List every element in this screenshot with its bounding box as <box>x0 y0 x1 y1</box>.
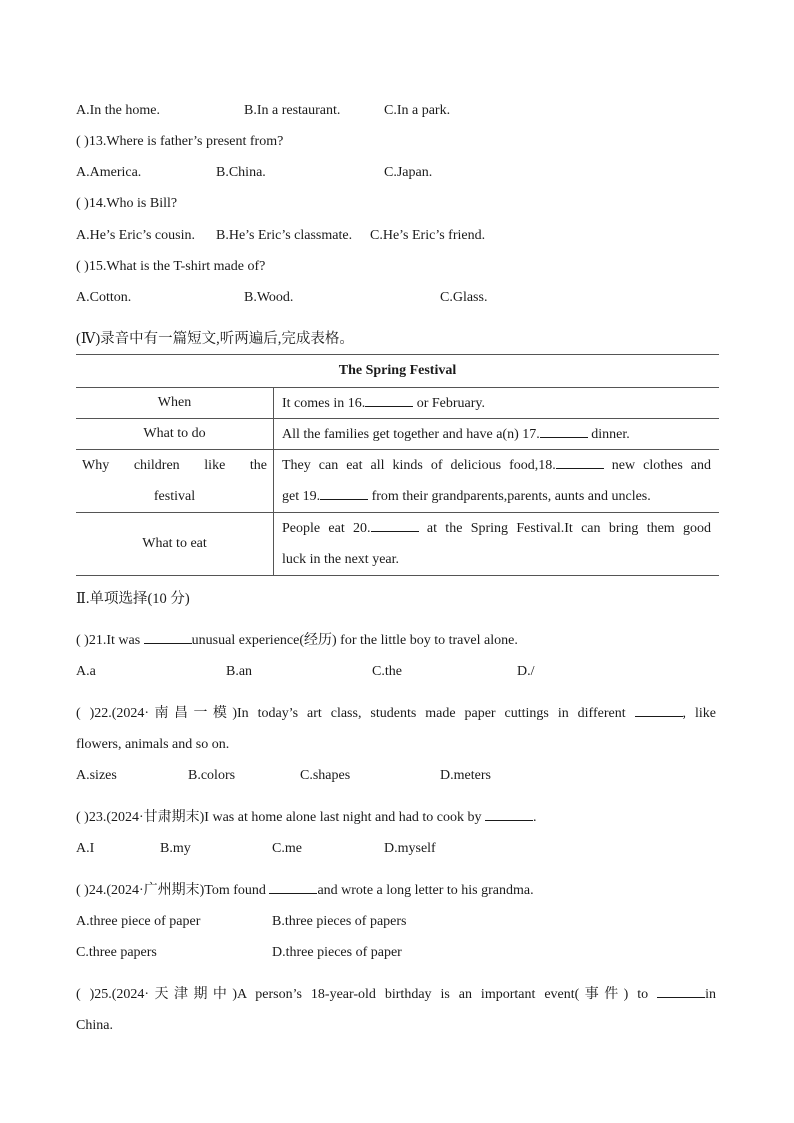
row-label-what-to-do: What to do <box>76 419 274 450</box>
q22-stem-line2: flowers, animals and so on. <box>76 737 230 752</box>
table-row <box>76 419 719 450</box>
q24-option-a: A.three piece of paper <box>76 914 201 929</box>
q13-option-a: A.America. <box>76 165 142 180</box>
spring-festival-table <box>76 354 719 576</box>
table-row <box>76 513 719 576</box>
q21-option-a: A.a <box>76 664 96 679</box>
q14-option-c: C.He’s Eric’s friend. <box>370 228 486 243</box>
answer-blank-16[interactable] <box>365 394 413 407</box>
row-text: or February. <box>413 396 486 411</box>
section-2-title: Ⅱ.单项选择(10 分) <box>76 591 190 607</box>
q22-option-d: D.meters <box>440 768 491 783</box>
q12-option-b: B.In a restaurant. <box>244 103 341 118</box>
row-text: new clothes and <box>603 458 711 473</box>
q23-option-b: B.my <box>160 841 191 856</box>
q21-option-b: B.an <box>226 664 253 679</box>
row-content-what-to-do <box>274 419 720 450</box>
q21-option-d: D./ <box>517 664 535 679</box>
row-label-when: When <box>76 388 274 419</box>
q22-option-c: C.shapes <box>300 768 351 783</box>
row-text: get 19. <box>282 489 321 504</box>
q23-option-c: C.me <box>272 841 302 856</box>
answer-blank-18[interactable] <box>556 456 604 469</box>
row-text: It comes in 16. <box>282 396 366 411</box>
q14-option-b: B.He’s Eric’s classmate. <box>216 228 353 243</box>
row-text: dinner. <box>587 427 630 442</box>
stem-text: , like <box>682 706 716 721</box>
row-label-what-to-eat: What to eat <box>76 513 274 576</box>
q25-stem-line2: China. <box>76 1018 113 1033</box>
answer-blank-23[interactable] <box>485 808 533 821</box>
stem-text: ( )21.It was <box>76 633 144 648</box>
answer-blank-17[interactable] <box>540 425 588 438</box>
stem-text: unusual experience(经历) for the little boy to travel alone. <box>191 633 518 648</box>
row-content-when <box>274 388 720 419</box>
q24-option-b: B.three pieces of papers <box>272 914 407 929</box>
row-text: at the Spring Festival.It can bring them good <box>418 521 712 536</box>
q14-option-a: A.He’s Eric’s cousin. <box>76 228 195 243</box>
stem-text: and wrote a long letter to his grandma. <box>317 883 534 898</box>
q15-option-a: A.Cotton. <box>76 290 132 305</box>
table-row <box>76 388 719 419</box>
q15-stem: ( )15.What is the T-shirt made of? <box>76 259 266 274</box>
q24-option-d: D.three pieces of paper <box>272 945 402 960</box>
q13-option-c: C.Japan. <box>384 165 433 180</box>
table-title: The Spring Festival <box>76 355 719 388</box>
q12-option-a: A.In the home. <box>76 103 160 118</box>
q15-option-c: C.Glass. <box>440 290 488 305</box>
content-line <box>282 481 711 512</box>
q14-stem: ( )14.Who is Bill? <box>76 196 178 211</box>
answer-blank-22[interactable] <box>635 704 683 717</box>
q22-option-a: A.sizes <box>76 768 117 783</box>
answer-blank-21[interactable] <box>144 631 192 644</box>
q24-stem <box>76 879 534 899</box>
row-content-what-to-eat <box>274 513 720 576</box>
stem-text: ( )25.(2024·天津期中)A person’s 18-year-old birthday is an important event(事件) to <box>76 987 658 1002</box>
label-line: festival <box>153 489 196 504</box>
stem-text: in <box>705 987 716 1002</box>
answer-blank-20[interactable] <box>371 519 419 532</box>
row-content-why-children <box>274 450 720 513</box>
stem-text: ( )22.(2024·南昌一模)In today’s art class, students made paper cuttings in different <box>76 706 635 721</box>
q21-option-c: C.the <box>372 664 402 679</box>
q23-option-d: D.myself <box>384 841 436 856</box>
q12-option-c: C.In a park. <box>384 103 451 118</box>
content-line <box>282 450 711 481</box>
row-text: All the families get together and have a(n) 17. <box>282 427 540 442</box>
label-line: Why children like the <box>82 458 267 473</box>
answer-blank-25[interactable] <box>657 985 705 998</box>
stem-text: . <box>533 810 537 825</box>
q13-option-b: B.China. <box>216 165 266 180</box>
content-line <box>282 513 711 544</box>
stem-text: ( )24.(2024·广州期末)Tom found <box>76 883 270 898</box>
q25-stem <box>76 983 716 1003</box>
table-row <box>76 450 719 513</box>
row-text: from their grandparents,parents, aunts and uncles. <box>368 489 651 504</box>
content-line: luck in the next year. <box>282 552 400 567</box>
row-text: They can eat all kinds of delicious food,18. <box>282 458 556 473</box>
q21-stem <box>76 629 518 649</box>
q22-stem <box>76 702 716 722</box>
q13-stem: ( )13.Where is father’s present from? <box>76 134 284 149</box>
answer-blank-19[interactable] <box>320 487 368 500</box>
answer-blank-24[interactable] <box>269 881 317 894</box>
section-4-title: (Ⅳ)录音中有一篇短文,听两遍后,完成表格。 <box>76 331 354 347</box>
q24-option-c: C.three papers <box>76 945 157 960</box>
q23-option-a: A.I <box>76 841 95 856</box>
row-label-why-children <box>76 450 274 513</box>
stem-text: ( )23.(2024·甘肃期末)I was at home alone last night and had to cook by <box>76 810 486 825</box>
q15-option-b: B.Wood. <box>244 290 294 305</box>
q23-stem <box>76 806 537 826</box>
row-text: People eat 20. <box>282 521 371 536</box>
q22-option-b: B.colors <box>188 768 236 783</box>
